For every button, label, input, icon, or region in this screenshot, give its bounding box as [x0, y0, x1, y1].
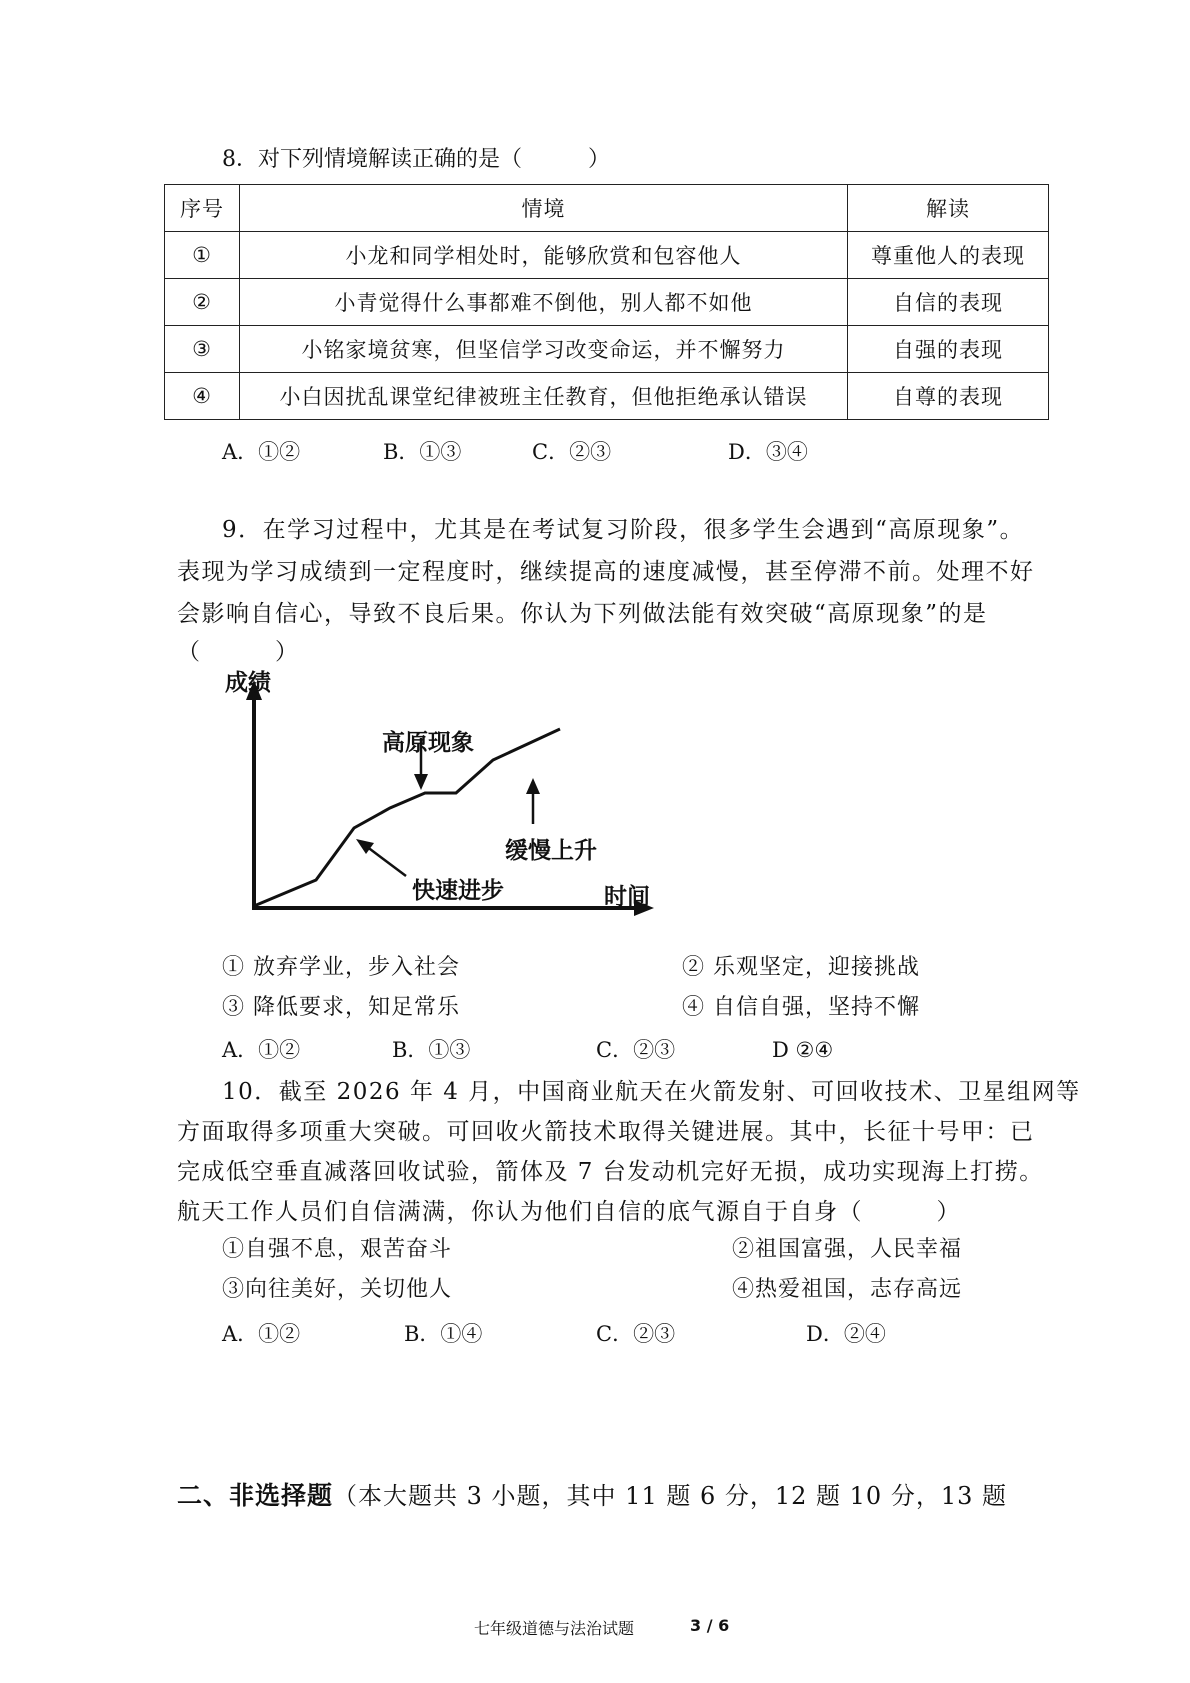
q10-choice-a: A．①②: [222, 1322, 301, 1346]
q10-choice-d: D．②④: [806, 1322, 886, 1346]
y-axis-label: 成绩: [225, 670, 271, 696]
q8-stem: 8．对下列情境解读正确的是（ ）: [222, 147, 610, 172]
table-cell: 自尊的表现: [848, 373, 1049, 420]
q10-line-3: 完成低空垂直减落回收试验，箭体及 7 台发动机完好无损，成功实现海上打捞。: [177, 1159, 1044, 1185]
q10-line-2: 方面取得多项重大突破。可回收火箭技术取得关键进展。其中，长征十号甲：已: [177, 1119, 1035, 1145]
section-2-title: 二、非选择题: [177, 1481, 334, 1510]
slow-arrowhead: [526, 778, 540, 794]
q9-statement-1: ① 放弃学业，步入社会: [222, 955, 460, 980]
page-number: 3 / 6: [690, 1616, 730, 1635]
q10-statement-3: ③向往美好，关切他人: [222, 1277, 453, 1302]
q8-choice-a: A．①②: [222, 440, 301, 464]
q9-line-4: （ ）: [177, 639, 300, 665]
plateau-arrowhead: [414, 774, 428, 790]
section-2-description: （本大题共 3 小题，其中 11 题 6 分，12 题 10 分，13 题: [333, 1482, 1007, 1510]
table-cell: 小龙和同学相处时，能够欣赏和包容他人: [240, 232, 848, 279]
table-header-cell: 解读: [848, 185, 1049, 232]
table-cell: 自信的表现: [848, 279, 1049, 326]
q8-choice-b: B．①③: [383, 440, 462, 464]
q10-statement-2: ②祖国富强，人民幸福: [732, 1237, 963, 1262]
q10-choice-c: C．②③: [596, 1322, 676, 1346]
q9-choice-b: B．①③: [392, 1038, 471, 1062]
table-cell: ④: [165, 373, 240, 420]
q9-statement-3: ③ 降低要求，知足常乐: [222, 995, 460, 1020]
table-cell: 尊重他人的表现: [848, 232, 1049, 279]
table-header-cell: 情境: [240, 185, 848, 232]
q10-choice-b: B．①④: [404, 1322, 483, 1346]
fast-progress-label: 快速进步: [412, 878, 504, 904]
table-cell: ①: [165, 232, 240, 279]
footer-title: 七年级道德与法治试题: [474, 1619, 635, 1638]
x-axis-label: 时间: [604, 884, 650, 910]
q9-line-1: 9．在学习过程中，尤其是在考试复习阶段，很多学生会遇到“高原现象”。: [222, 517, 1025, 543]
table-cell: 小铭家境贫寒，但坚信学习改变命运，并不懈努力: [240, 326, 848, 373]
fast-arrow: [366, 846, 406, 876]
table-cell: 自强的表现: [848, 326, 1049, 373]
q10-statement-4: ④热爱祖国，志存高远: [732, 1277, 963, 1302]
q10-statement-1: ①自强不息，艰苦奋斗: [222, 1237, 453, 1262]
q9-line-2: 表现为学习成绩到一定程度时，继续提高的速度减慢，甚至停滞不前。处理不好: [177, 559, 1035, 585]
q9-choice-c: C．②③: [596, 1038, 676, 1062]
fast-arrowhead: [356, 839, 374, 854]
plateau-label: 高原现象: [382, 730, 474, 756]
q10-line-1: 10．截至 2026 年 4 月，中国商业航天在火箭发射、可回收技术、卫星组网等: [222, 1079, 1081, 1105]
table-cell: 小白因扰乱课堂纪律被班主任教育，但他拒绝承认错误: [240, 373, 848, 420]
q9-choice-d: D ②④: [772, 1038, 834, 1062]
q9-line-3: 会影响自信心，导致不良后果。你认为下列做法能有效突破“高原现象”的是: [177, 601, 988, 627]
q9-statement-2: ② 乐观坚定，迎接挑战: [682, 955, 920, 980]
q8-choice-d: D．③④: [728, 440, 808, 464]
q10-line-4: 航天工作人员们自信满满，你认为他们自信的底气源自于自身（ ）: [177, 1199, 961, 1225]
q8-choice-c: C．②③: [532, 440, 612, 464]
q9-choice-a: A．①②: [222, 1038, 301, 1062]
table-cell: 小青觉得什么事都难不倒他，别人都不如他: [240, 279, 848, 326]
slow-rise-label: 缓慢上升: [505, 838, 597, 864]
table-header-cell: 序号: [165, 185, 240, 232]
q9-statement-4: ④ 自信自强，坚持不懈: [682, 995, 920, 1020]
table-cell: ②: [165, 279, 240, 326]
table-cell: ③: [165, 326, 240, 373]
section-2-heading: [177, 1476, 1007, 1512]
